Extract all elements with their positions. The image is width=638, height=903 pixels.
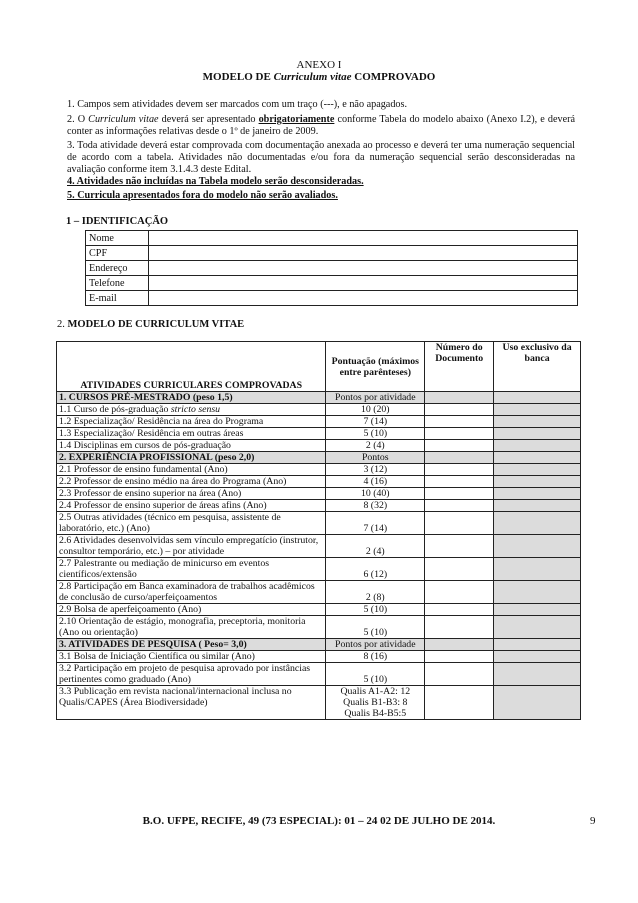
table-row (57, 651, 581, 663)
doc-number-cell[interactable] (425, 452, 494, 464)
identification-row (86, 246, 578, 261)
field-label: Nome (86, 231, 149, 246)
phone-field[interactable] (149, 276, 578, 291)
activity-label: 1.3 Especialização/ Residência em outras áreas (57, 428, 326, 440)
points-cell: 4 (16) (326, 476, 425, 488)
instruction-4: 4. Atividades não incluídas na Tabela modelo serão desconsideradas. (67, 176, 364, 187)
identification-row (86, 291, 578, 306)
page-title: MODELO DE Curriculum vitae COMPROVADO (202, 71, 436, 83)
doc-number-cell[interactable] (425, 440, 494, 452)
activity-label: 2.9 Bolsa de aperfeiçoamento (Ano) (57, 604, 326, 616)
identification-row (86, 261, 578, 276)
points-cell: 10 (20) (326, 404, 425, 416)
bank-only-cell (494, 428, 581, 440)
points-cell: 8 (32) (326, 500, 425, 512)
field-label: E-mail (86, 291, 149, 306)
doc-number-cell[interactable] (425, 500, 494, 512)
points-cell: 5 (10) (326, 616, 425, 639)
points-cell: 7 (14) (326, 512, 425, 535)
footer-text: B.O. UFPE, RECIFE, 49 (73 ESPECIAL): 01 – 24 02 DE JULHO DE 2014. (142, 815, 496, 827)
name-field[interactable] (149, 231, 578, 246)
identification-row (86, 231, 578, 246)
doc-number-cell[interactable] (425, 476, 494, 488)
activity-label: 2.8 Participação em Banca examinadora de trabalhos acadêmicos de conclusão de curso/aperfeiçoamentos (57, 581, 326, 604)
doc-number-cell[interactable] (425, 663, 494, 686)
doc-number-cell[interactable] (425, 616, 494, 639)
cpf-field[interactable] (149, 246, 578, 261)
doc-number-cell[interactable] (425, 428, 494, 440)
activity-label: 3.3 Publicação em revista nacional/internacional inclusa no Qualis/CAPES (Área Biodiversidade) (57, 686, 326, 720)
instruction-2: 2. O Curriculum vitae deverá ser apresentado obrigatoriamente conforme Tabela do modelo abaixo (Anexo I.2), e deverá conter as informações relativas desde o 1º de janeiro de 2009. (67, 114, 576, 137)
bank-only-cell (494, 416, 581, 428)
doc-number-cell[interactable] (425, 651, 494, 663)
points-cell: 7 (14) (326, 416, 425, 428)
table-row (57, 440, 581, 452)
doc-number-cell[interactable] (425, 558, 494, 581)
doc-number-cell[interactable] (425, 686, 494, 720)
points-header: Pontuação (máximos entre parênteses) (326, 342, 425, 392)
activity-label: 2.6 Atividades desenvolvidas sem vínculo empregatício (instrutor, consultor temporário, etc.) – por atividade (57, 535, 326, 558)
table-row (57, 512, 581, 535)
bank-only-cell (494, 663, 581, 686)
bank-only-cell (494, 639, 581, 651)
bank-only-cell (494, 535, 581, 558)
points-cell: 2 (4) (326, 440, 425, 452)
bank-only-cell (494, 488, 581, 500)
activity-label: 2.10 Orientação de estágio, monografia, preceptoria, monitoria (Ano ou orientação) (57, 616, 326, 639)
points-cell: 10 (40) (326, 488, 425, 500)
doc-number-cell[interactable] (425, 392, 494, 404)
points-cell: 5 (10) (326, 663, 425, 686)
page-number: 9 (590, 815, 596, 827)
identification-table (85, 230, 578, 306)
email-field[interactable] (149, 291, 578, 306)
bank-only-cell (494, 558, 581, 581)
category-row (57, 452, 581, 464)
doc-number-cell[interactable] (425, 512, 494, 535)
table-row (57, 616, 581, 639)
bank-only-cell (494, 404, 581, 416)
bank-only-cell (494, 392, 581, 404)
activity-label: 1.2 Especialização/ Residência na área do Programa (57, 416, 326, 428)
activity-label: 2.2 Professor de ensino médio na área do Programa (Ano) (57, 476, 326, 488)
field-label: CPF (86, 246, 149, 261)
points-cell: 5 (10) (326, 428, 425, 440)
doc-number-cell[interactable] (425, 581, 494, 604)
bank-only-cell (494, 464, 581, 476)
category-row (57, 392, 581, 404)
identification-title: 1 – IDENTIFICAÇÃO (66, 216, 169, 227)
doc-number-cell[interactable] (425, 488, 494, 500)
activity-label: 1.1 Curso de pós-graduação stricto sensu (57, 404, 326, 416)
points-cell: Pontos por atividade (326, 639, 425, 651)
activity-label: 2. EXPERIÊNCIA PROFISSIONAL (peso 2,0) (57, 452, 326, 464)
table-row (57, 500, 581, 512)
points-cell: 8 (16) (326, 651, 425, 663)
doc-number-cell[interactable] (425, 535, 494, 558)
instruction-5: 5. Curricula apresentados fora do modelo não serão avaliados. (67, 190, 338, 201)
instruction-1: 1. Campos sem atividades devem ser marcados com um traço (---), e não apagados. (67, 99, 408, 110)
bank-only-cell (494, 604, 581, 616)
activity-label: 2.3 Professor de ensino superior na área (Ano) (57, 488, 326, 500)
table-row (57, 464, 581, 476)
table-row (57, 604, 581, 616)
table-row (57, 686, 581, 720)
table-row (57, 476, 581, 488)
doc-number-cell[interactable] (425, 604, 494, 616)
activity-label: 2.7 Palestrante ou mediação de minicurso em eventos científicos/extensão (57, 558, 326, 581)
points-cell: 5 (10) (326, 604, 425, 616)
activities-header: ATIVIDADES CURRICULARES COMPROVADAS (57, 342, 326, 392)
cv-model-table (56, 341, 581, 720)
table-header-row (57, 342, 581, 392)
table-row (57, 428, 581, 440)
points-cell: Qualis A1-A2: 12 Qualis B1-B3: 8 Qualis B4-B5:5 (326, 686, 425, 720)
bank-only-cell (494, 452, 581, 464)
activity-label: 3. ATIVIDADES DE PESQUISA ( Peso= 3,0) (57, 639, 326, 651)
bank-only-cell (494, 651, 581, 663)
bank-only-cell (494, 440, 581, 452)
bank-only-cell (494, 686, 581, 720)
bank-only-header: Uso exclusivo da banca (494, 342, 581, 392)
activity-label: 3.2 Participação em projeto de pesquisa aprovado por instâncias pertinentes como graduado (Ano) (57, 663, 326, 686)
doc-number-cell[interactable] (425, 404, 494, 416)
field-label: Telefone (86, 276, 149, 291)
activity-label: 2.1 Professor de ensino fundamental (Ano) (57, 464, 326, 476)
table-row (57, 488, 581, 500)
table-row (57, 416, 581, 428)
points-cell: 2 (8) (326, 581, 425, 604)
field-label: Endereço (86, 261, 149, 276)
address-field[interactable] (149, 261, 578, 276)
cv-model-title: 2. MODELO DE CURRICULUM VITAE (57, 319, 245, 330)
table-row (57, 404, 581, 416)
points-cell: 2 (4) (326, 535, 425, 558)
category-row (57, 639, 581, 651)
bank-only-cell (494, 616, 581, 639)
bank-only-cell (494, 512, 581, 535)
bank-only-cell (494, 581, 581, 604)
points-cell: Pontos por atividade (326, 392, 425, 404)
bank-only-cell (494, 476, 581, 488)
doc-number-cell[interactable] (425, 416, 494, 428)
instruction-3: 3. Toda atividade deverá estar comprovada com documentação anexada ao processo e deverá ter uma numeração sequencial de acordo com a tabela. Atividades não documentadas e/ou fora da numeração sequencial serão desconsideradas na avaliação conforme item 3.1.4.3 deste Edital. (67, 140, 575, 175)
points-cell: Pontos (326, 452, 425, 464)
activity-label: 2.4 Professor de ensino superior de áreas afins (Ano) (57, 500, 326, 512)
bank-only-cell (494, 500, 581, 512)
points-cell: 3 (12) (326, 464, 425, 476)
activity-label: 1. CURSOS PRÉ-MESTRADO (peso 1,5) (57, 392, 326, 404)
activity-label: 3.1 Bolsa de Iniciação Científica ou similar (Ano) (57, 651, 326, 663)
doc-number-cell[interactable] (425, 464, 494, 476)
activity-label: 1.4 Disciplinas em cursos de pós-graduação (57, 440, 326, 452)
identification-row (86, 276, 578, 291)
doc-number-header: Número do Documento (425, 342, 494, 392)
doc-number-cell[interactable] (425, 639, 494, 651)
points-cell: 6 (12) (326, 558, 425, 581)
table-row (57, 663, 581, 686)
table-row (57, 581, 581, 604)
table-row (57, 535, 581, 558)
annex-label: ANEXO I (296, 59, 342, 71)
table-row (57, 558, 581, 581)
activity-label: 2.5 Outras atividades (técnico em pesquisa, assistente de laboratório, etc.) (Ano) (57, 512, 326, 535)
